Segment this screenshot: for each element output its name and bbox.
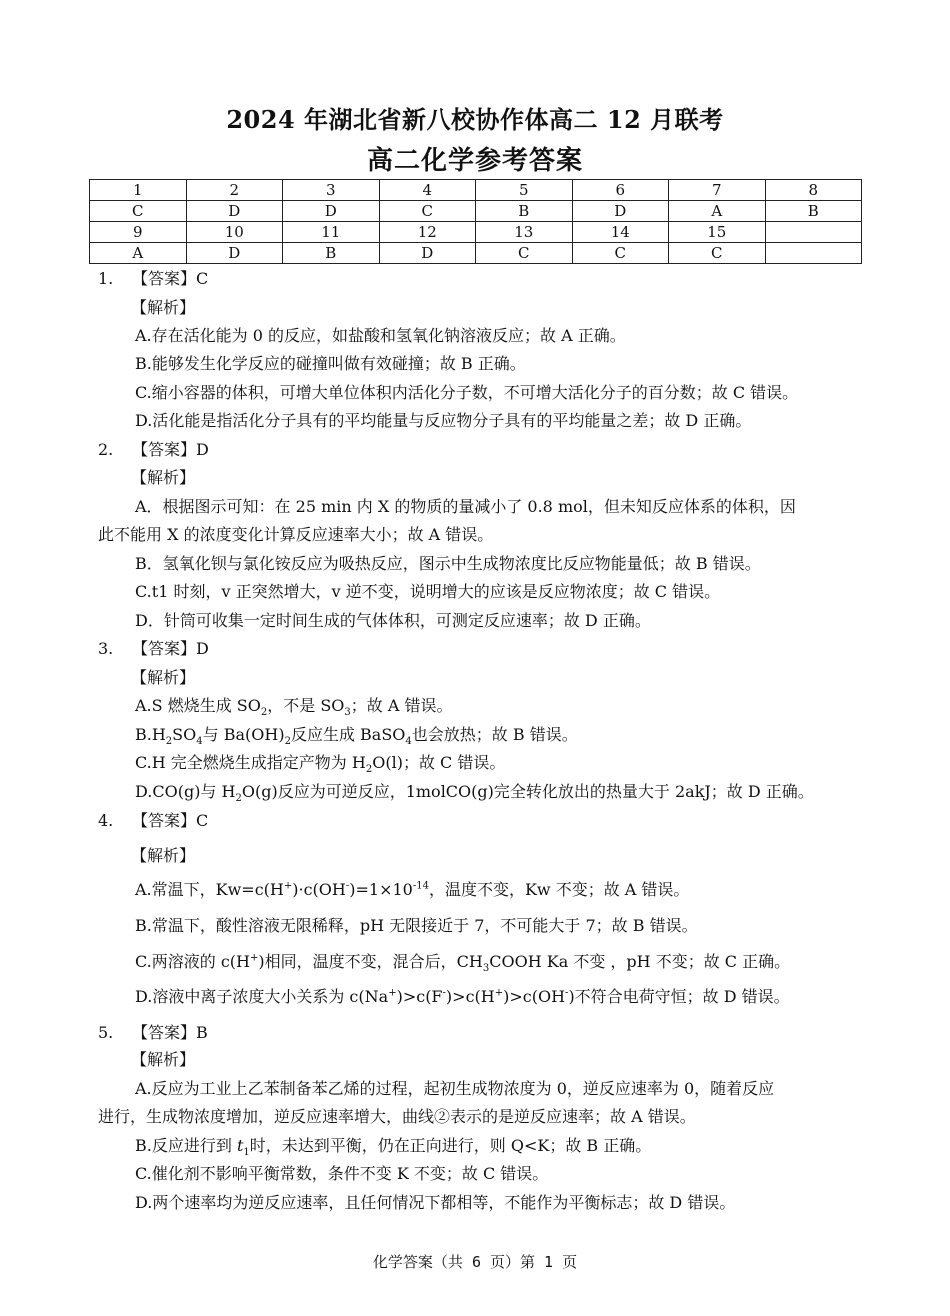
answer-table-cell: 2	[186, 180, 283, 201]
answer-table-cell: 14	[572, 222, 669, 243]
q5-analysis-label: 【解析】	[131, 1050, 196, 1069]
answer-table-cell: B	[283, 243, 380, 264]
q5-option-a-line1: A.反应为工业上乙苯制备苯乙烯的过程，起初生成物浓度为 0，逆反应速率为 0，随着反应	[135, 1079, 775, 1098]
q2-option-a-line2: 此不能用 X 的浓度变化计算反应速率大小；故 A 错误。	[98, 525, 494, 544]
answer-table-cell: 10	[186, 222, 283, 243]
answer-table-row	[90, 222, 862, 243]
answer-table-cell	[765, 243, 862, 264]
answer-table-cell: C	[669, 243, 766, 264]
answer-table-cell: D	[186, 201, 283, 222]
q3-analysis-label: 【解析】	[131, 668, 196, 687]
answer-table-cell: 4	[379, 180, 476, 201]
page-footer: 化学答案（共 6 页）第 1 页	[372, 1253, 578, 1271]
q1-option-c: C.缩小容器的体积，可增大单位体积内活化分子数，不可增大活化分子的百分数；故 C 错误。	[135, 383, 799, 402]
answer-table-cell	[765, 222, 862, 243]
answer-table-cell: 12	[379, 222, 476, 243]
answer-table-cell: 15	[669, 222, 766, 243]
answer-table-cell: C	[379, 201, 476, 222]
answer-table-cell: A	[669, 201, 766, 222]
q2-analysis-label: 【解析】	[131, 468, 196, 487]
answer-table-cell: D	[379, 243, 476, 264]
answer-table-cell: 6	[572, 180, 669, 201]
q4-option-a: A.常温下，$Kw=c(H^+)\cdot c(OH^-)=1\times 10^{-14}$，温度不变，Kw 不变；故 A 错误。	[135, 880, 690, 899]
answer-table-cell: 11	[283, 222, 380, 243]
answer-table-row	[90, 243, 862, 264]
answer-table-cell: 1	[90, 180, 187, 201]
q2-answer: 2. 【答案】D	[98, 440, 209, 459]
q1-option-b: B.能够发生化学反应的碰撞叫做有效碰撞；故 B 正确。	[135, 354, 526, 373]
answer-table-cell: 3	[283, 180, 380, 201]
q4-answer: 4. 【答案】C	[98, 811, 209, 830]
q4-analysis-label: 【解析】	[131, 846, 196, 865]
q2-option-c: C.t1 时刻，v 正突然增大，v 逆不变，说明增大的应该是反应物浓度；故 C 错误。	[135, 582, 721, 601]
q3-option-b: $B.H_2SO_4$与 $Ba(OH)_2$反应生成 BaSO$_4$也会放热；故 B 错误。	[135, 725, 578, 748]
q5-option-d: D.两个速率均为逆反应速率，且任何情况下都相等，不能作为平衡标志；故 D 错误。	[135, 1193, 736, 1212]
q2-option-d: D．针筒可收集一定时间生成的气体体积，可测定反应速率；故 D 正确。	[135, 611, 651, 630]
answer-table-cell: D	[572, 201, 669, 222]
answer-table-cell: D	[186, 243, 283, 264]
answer-table-cell: C	[572, 243, 669, 264]
q5-option-a-line2: 进行，生成物浓度增加，逆反应速率增大，曲线②表示的是逆反应速率；故 A 错误。	[98, 1107, 696, 1126]
q3-option-a: A.S 燃烧生成 $SO_2$，不是 $SO_3$；故 A 错误。	[135, 696, 453, 719]
q5-answer: 5. 【答案】B	[98, 1023, 208, 1042]
q5-option-c: C.催化剂不影响平衡常数，条件不变 K 不变；故 C 错误。	[135, 1164, 549, 1183]
answer-table-cell: B	[476, 201, 573, 222]
q4-option-d: D.溶液中离子浓度大小关系为 c(Na+)>c(F-)>c(H+)>c(OH-)不符合电荷守恒；故 D 错误。	[135, 987, 790, 1006]
q1-answer: 1. 【答案】C	[98, 269, 209, 288]
answer-table-cell: 5	[476, 180, 573, 201]
q3-option-c: C.H 完全燃烧生成指定产物为 $H_2O(l)$；故 C 错误。	[135, 753, 506, 776]
page-subtitle: 高二化学参考答案	[366, 146, 583, 176]
q4-option-c: C.两溶液的 c(H+)相同，温度不变，混合后，$CH_3COOH$ Ka 不变 ，pH 不变；故 C 正确。	[135, 952, 791, 975]
answer-table-cell: 13	[476, 222, 573, 243]
q3-option-d: D.CO(g)与 $H_2O(g)$反应为可逆反应，1molCO(g)完全转化放出的热量大于 2akJ；故 D 正确。	[135, 782, 814, 805]
answer-table-cell: 8	[765, 180, 862, 201]
answer-table-cell: 7	[669, 180, 766, 201]
answer-table-cell: C	[476, 243, 573, 264]
q1-option-d: D.活化能是指活化分子具有的平均能量与反应物分子具有的平均能量之差；故 D 正确。	[135, 411, 752, 430]
page-title: 2024 年湖北省新八校协作体高二 12 月联考	[226, 105, 724, 134]
q4-option-b: B.常温下，酸性溶液无限稀释，pH 无限接近于 7，不可能大于 7；故 B 错误。	[135, 916, 698, 935]
answer-table	[89, 179, 862, 264]
q2-option-a-line1: A．根据图示可知：在 25 min 内 X 的物质的量减小了 0.8 mol，但未知反应体系的体积，因	[135, 497, 796, 516]
answer-table-cell: D	[283, 201, 380, 222]
q1-option-a: A.存在活化能为 0 的反应，如盐酸和氢氧化钠溶液反应；故 A 正确。	[135, 326, 626, 345]
answer-table-row	[90, 180, 862, 201]
answer-table-cell: C	[90, 201, 187, 222]
answer-table-cell: A	[90, 243, 187, 264]
q5-option-b: B.反应进行到 $t_1$时，未达到平衡，仍在正向进行，则 Q<K；故 B 正确。	[135, 1136, 652, 1159]
q2-option-b: B．氢氧化钡与氯化铵反应为吸热反应，图示中生成物浓度比反应物能量低；故 B 错误。	[135, 554, 761, 573]
answer-table-cell: B	[765, 201, 862, 222]
q1-analysis-label: 【解析】	[131, 298, 196, 317]
q3-answer: 3. 【答案】D	[98, 639, 209, 658]
answer-table-cell: 9	[90, 222, 187, 243]
answer-table-row	[90, 201, 862, 222]
